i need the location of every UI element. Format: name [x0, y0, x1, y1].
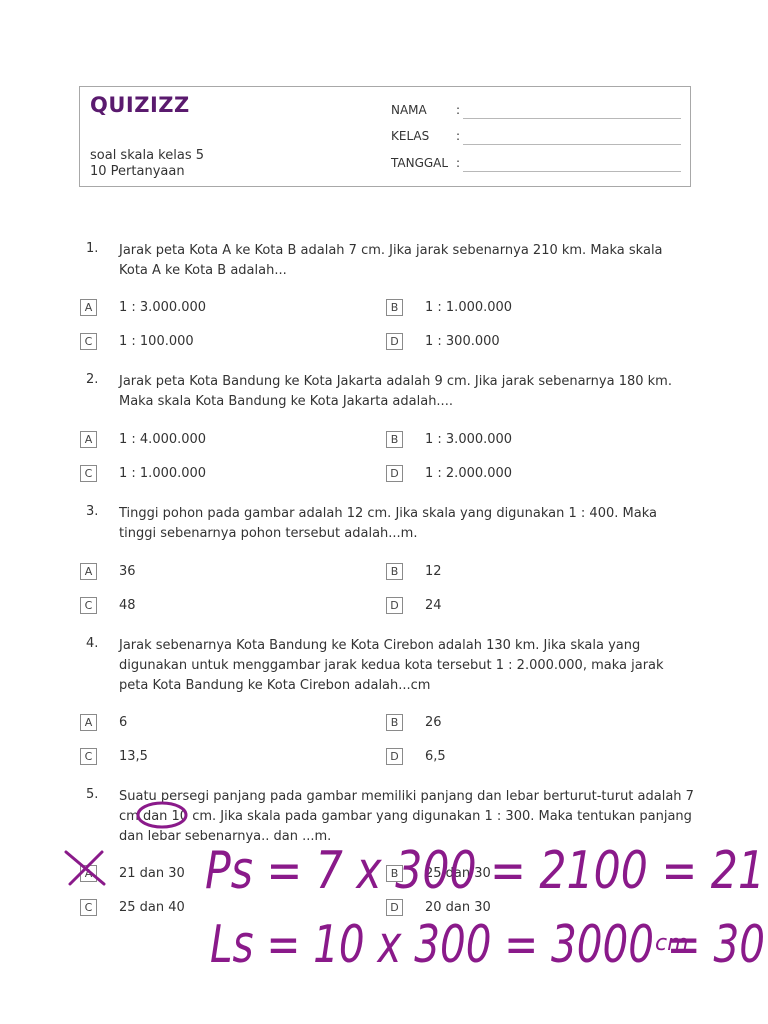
question-count: 10 Pertanyaan [90, 164, 185, 179]
option-5c[interactable] [80, 899, 380, 919]
class-colon: : [456, 129, 461, 143]
option-text: 21 dan 30 [119, 866, 185, 881]
option-text: 36 [119, 564, 136, 579]
option-text: 1 : 1.000.000 [425, 300, 513, 315]
option-5b[interactable] [386, 865, 686, 885]
option-2d[interactable] [386, 465, 686, 485]
option-2a[interactable] [80, 431, 380, 451]
option-4c[interactable] [80, 748, 380, 768]
option-4a[interactable] [80, 714, 380, 734]
option-letter[interactable]: D [386, 465, 403, 482]
option-letter[interactable]: D [386, 597, 403, 614]
option-letter[interactable]: B [386, 299, 403, 316]
option-text: 24 [425, 598, 442, 613]
option-5d[interactable] [386, 899, 686, 919]
question-number: 2. [86, 372, 99, 387]
option-letter[interactable]: D [386, 748, 403, 765]
option-text: 26 [425, 715, 442, 730]
name-label: NAMA [391, 103, 427, 117]
option-letter[interactable]: D [386, 333, 403, 350]
quizizz-logo: QUIZIZZ [90, 93, 190, 117]
class-field[interactable] [391, 129, 681, 147]
option-text: 1 : 1.000.000 [119, 466, 207, 481]
option-letter[interactable]: B [386, 431, 403, 448]
question-number: 5. [86, 787, 99, 802]
option-2b[interactable] [386, 431, 686, 451]
option-letter[interactable]: C [80, 748, 97, 765]
option-letter[interactable]: B [386, 865, 403, 882]
option-letter[interactable]: A [80, 714, 97, 731]
option-3c[interactable] [80, 597, 380, 617]
option-4d[interactable] [386, 748, 686, 768]
option-letter[interactable]: A [80, 431, 97, 448]
option-letter[interactable]: A [80, 299, 97, 316]
worksheet-header [79, 86, 691, 187]
option-text: 1 : 100.000 [119, 334, 194, 349]
option-letter[interactable]: C [80, 597, 97, 614]
option-1c[interactable] [80, 333, 380, 353]
name-colon: : [456, 103, 461, 117]
option-3d[interactable] [386, 597, 686, 617]
date-label: TANGGAL [391, 156, 449, 170]
question-number: 4. [86, 636, 99, 651]
option-text: 1 : 3.000.000 [425, 432, 513, 447]
option-letter[interactable]: B [386, 714, 403, 731]
question-text: Suatu persegi panjang pada gambar memiliki panjang dan lebar berturut-turut adalah 7 cm dan 10 cm. Jika skala pada gambar yang digunakan 1 : 300. Maka tentukan panjang dan lebar sebenarnya.. dan ...m. [119, 789, 694, 844]
option-letter[interactable]: D [386, 899, 403, 916]
option-5a[interactable] [80, 865, 380, 885]
option-letter[interactable]: A [80, 563, 97, 580]
handwriting-line-1: Ps = 7 x 300 = 2100 = 21 [205, 841, 765, 901]
date-line[interactable] [463, 171, 681, 172]
option-letter[interactable]: A [80, 865, 97, 882]
option-1b[interactable] [386, 299, 686, 319]
question-number: 1. [86, 241, 99, 256]
option-text: 6 [119, 715, 128, 730]
question-number: 3. [86, 504, 99, 519]
quiz-title: soal skala kelas 5 [90, 148, 205, 163]
option-letter[interactable]: C [80, 465, 97, 482]
option-1d[interactable] [386, 333, 686, 353]
name-field[interactable] [391, 103, 681, 121]
option-text: 1 : 2.000.000 [425, 466, 513, 481]
option-letter[interactable]: C [80, 899, 97, 916]
option-text: 13,5 [119, 749, 148, 764]
option-text: 1 : 3.000.000 [119, 300, 207, 315]
question-text: Tinggi pohon pada gambar adalah 12 cm. Jika skala yang digunakan 1 : 400. Maka tinggi sebenarnya pohon tersebut adalah...m. [119, 506, 657, 541]
option-text: 20 dan 30 [425, 900, 491, 915]
handwriting-line-2: Ls = 10 x 300 = 3000 = 30 [210, 915, 765, 975]
option-1a[interactable] [80, 299, 380, 319]
option-text: 6,5 [425, 749, 446, 764]
class-line[interactable] [463, 144, 681, 145]
class-label: KELAS [391, 129, 430, 143]
option-4b[interactable] [386, 714, 686, 734]
name-line[interactable] [463, 118, 681, 119]
option-letter[interactable]: B [386, 563, 403, 580]
option-3b[interactable] [386, 563, 686, 583]
option-text: 1 : 4.000.000 [119, 432, 207, 447]
option-text: 12 [425, 564, 442, 579]
date-colon: : [456, 156, 461, 170]
option-text: 25 dan 30 [425, 866, 491, 881]
date-field[interactable] [391, 156, 681, 174]
question-text: Jarak peta Kota A ke Kota B adalah 7 cm. Jika jarak sebenarnya 210 km. Maka skala Kota A ke Kota B adalah... [119, 243, 663, 278]
handwriting-unit: cm [655, 931, 689, 956]
question-text: Jarak peta Kota Bandung ke Kota Jakarta adalah 9 cm. Jika jarak sebenarnya 180 km. Maka skala Kota Bandung ke Kota Jakarta adalah.... [119, 374, 672, 409]
option-2c[interactable] [80, 465, 380, 485]
option-text: 25 dan 40 [119, 900, 185, 915]
question-text: Jarak sebenarnya Kota Bandung ke Kota Cirebon adalah 130 km. Jika skala yang digunakan untuk menggambar jarak kedua kota tersebut 1 : 2.000.000, maka jarak peta Kota Bandung ke Kota Cirebon adalah...cm [119, 638, 664, 693]
option-text: 1 : 300.000 [425, 334, 500, 349]
option-letter[interactable]: C [80, 333, 97, 350]
option-3a[interactable] [80, 563, 380, 583]
option-text: 48 [119, 598, 136, 613]
